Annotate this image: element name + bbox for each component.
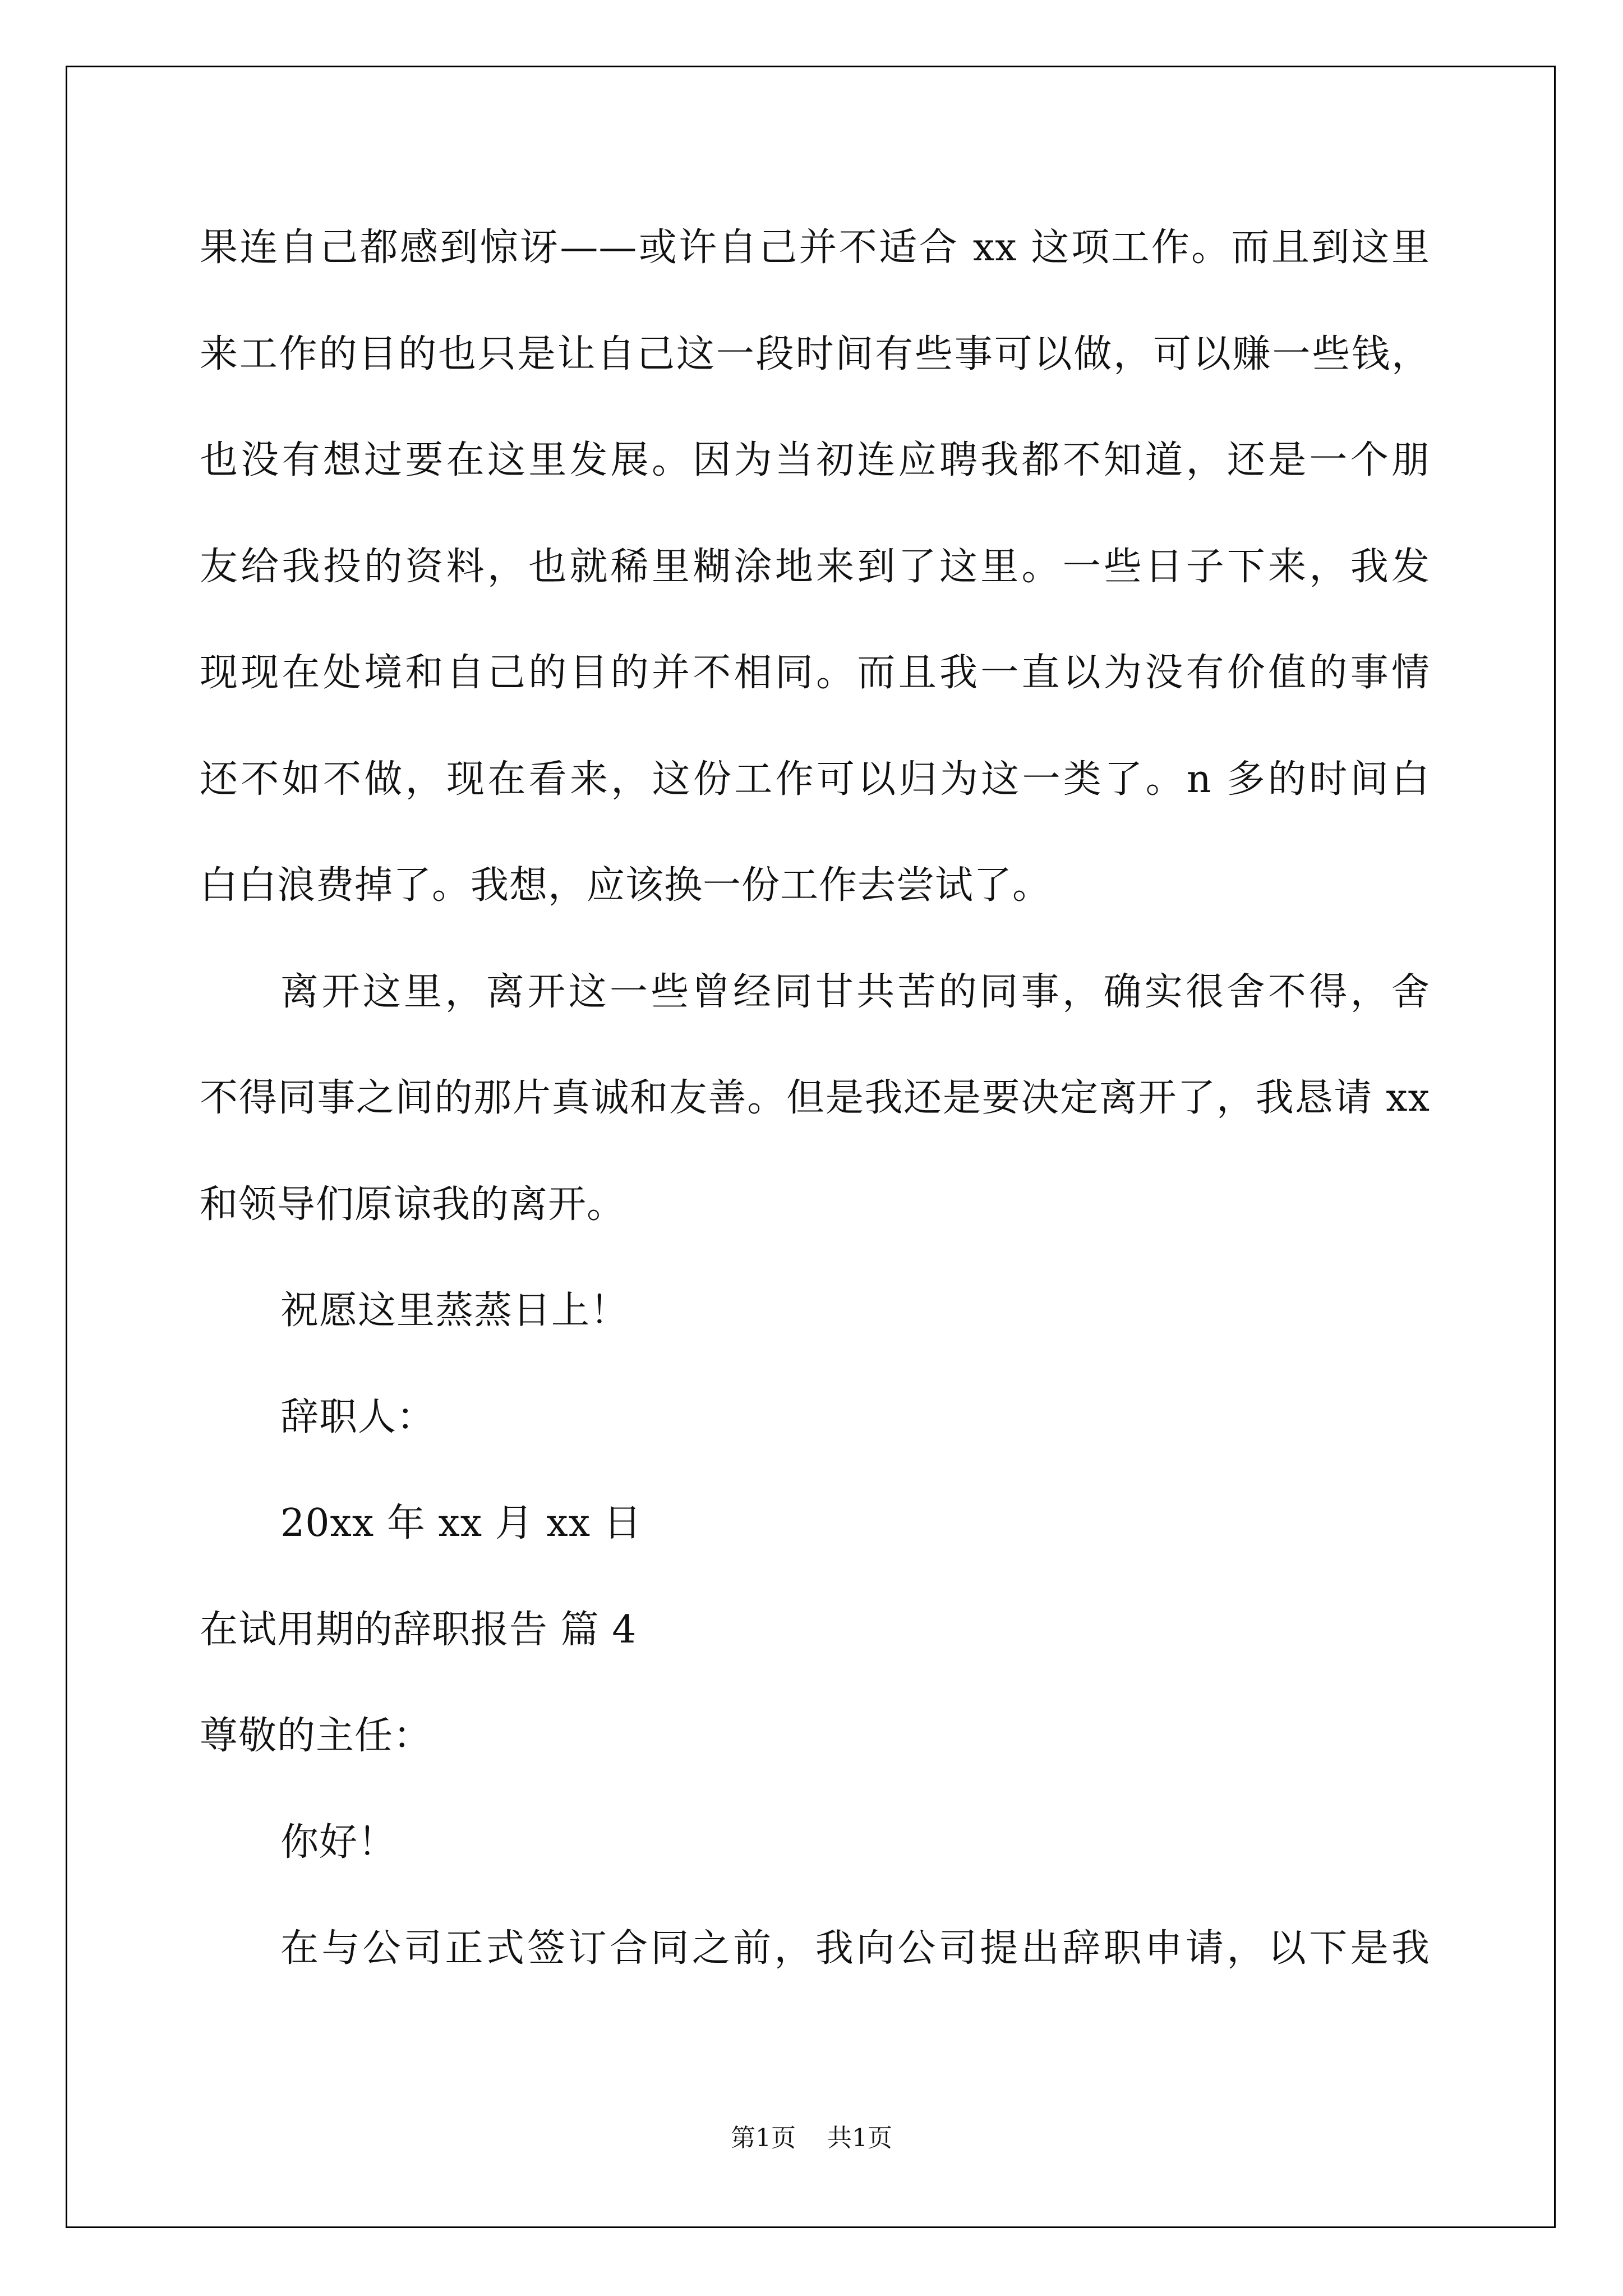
paragraph-line: 来工作的目的也只是让自己这一段时间有些事可以做，可以赚一些钱， [200,332,1430,376]
page-number-current: 第1页 [731,2124,796,2152]
paragraph-line: 现现在处境和自己的目的并不相同。而且我一直以为没有价值的事情 [200,651,1430,695]
section-heading: 在试用期的辞职报告 篇 4 [200,1607,637,1652]
paragraph-line: 友给我投的资料，也就稀里糊涂地来到了这里。一些日子下来，我发 [200,544,1430,589]
greeting: 你好！ [280,1820,397,1865]
closing-wish: 祝愿这里蒸蒸日上！ [280,1289,629,1333]
signature-label: 辞职人： [280,1395,436,1439]
paragraph-line: 果连自己都感到惊讶——或许自己并不适合 xx 这项工作。而且到这里 [200,226,1430,270]
paragraph-line: 和领导们原谅我的离开。 [200,1182,626,1227]
page-footer [0,2122,1623,2155]
paragraph-line: 白白浪费掉了。我想，应该换一份工作去尝试了。 [200,863,1052,908]
document-body [200,195,1430,2002]
paragraph-line: 离开这里，离开这一些曾经同甘共苦的同事，确实很舍不得，舍 [280,969,1430,1014]
paragraph-line: 也没有想过要在这里发展。因为当初连应聘我都不知道，还是一个朋 [200,438,1430,482]
page-number-total: 共1页 [827,2124,892,2152]
paragraph-line: 不得同事之间的那片真诚和友善。但是我还是要决定离开了，我恳请 xx [200,1076,1430,1120]
paragraph-line: 还不如不做，现在看来，这份工作可以归为这一类了。n 多的时间白 [200,757,1430,802]
salutation: 尊敬的主任： [200,1714,432,1758]
paragraph-line: 在与公司正式签订合同之前，我向公司提出辞职申请，以下是我 [280,1926,1430,1971]
date-line: 20xx 年 xx 月 xx 日 [280,1501,642,1545]
